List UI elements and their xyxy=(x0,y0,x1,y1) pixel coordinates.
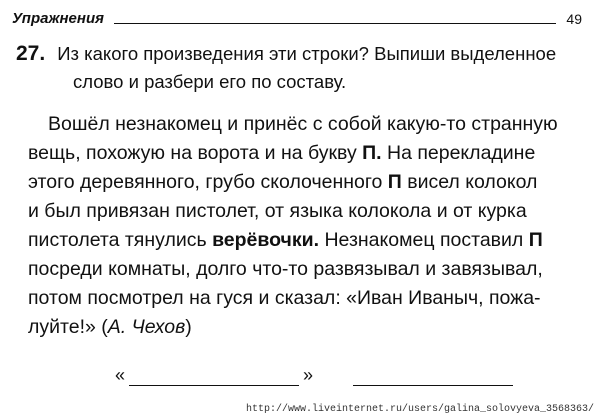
exercise-number: 27. xyxy=(16,42,46,65)
literary-excerpt xyxy=(28,110,586,342)
open-quote: « xyxy=(115,365,126,385)
excerpt-line-1 xyxy=(28,110,586,139)
page-header xyxy=(12,6,582,28)
excerpt-text: Вошёл незнакомец и принёс с собой какую-то странную xyxy=(48,113,558,135)
excerpt-text: ) xyxy=(185,316,192,338)
excerpt-text: пистолета тянулись xyxy=(28,229,213,251)
excerpt-text: Незнакомец поставил xyxy=(319,229,529,251)
excerpt-line-7 xyxy=(28,284,586,313)
excerpt-text: На перекладине xyxy=(381,142,536,164)
excerpt-line-2 xyxy=(28,139,586,168)
excerpt-line-8 xyxy=(28,313,586,342)
exercise-prompt xyxy=(16,40,576,96)
excerpt-text: этого деревянного, грубо сколоченного xyxy=(28,171,388,193)
highlighted-letter: П xyxy=(387,171,402,193)
excerpt-line-4 xyxy=(28,197,586,226)
excerpt-text: и был привязан пистолет, от языка колокола и от курка xyxy=(28,200,527,222)
exercise-question-line-2: слово и разбери его по составу. xyxy=(73,71,347,92)
exercise-question-line-1: Из какого произведения эти строки? Выпиши выделенное xyxy=(57,43,557,64)
section-title: Упражнения xyxy=(12,10,104,27)
excerpt-line-3 xyxy=(28,168,586,197)
highlighted-letter: П. xyxy=(362,142,382,164)
excerpt-text: луйте!» ( xyxy=(28,316,108,338)
answer-area xyxy=(115,362,513,386)
work-title-blank[interactable] xyxy=(129,369,299,386)
page-number: 49 xyxy=(566,11,582,27)
author-name: А. Чехов xyxy=(107,316,186,338)
excerpt-text: висел колокол xyxy=(401,171,538,193)
header-rule xyxy=(114,23,556,24)
excerpt-text: вещь, похожую на ворота и на букву xyxy=(28,142,363,164)
excerpt-text: потом посмотрел на гуся и сказал: «Иван Иваныч, пожа- xyxy=(28,287,541,309)
source-watermark: http://www.liveinternet.ru/users/galina_solovyeva_3568363/ xyxy=(245,404,594,415)
excerpt-line-6 xyxy=(28,255,586,284)
excerpt-line-5 xyxy=(28,226,586,255)
highlighted-letter: П xyxy=(528,229,543,251)
close-quote: » xyxy=(303,365,314,385)
excerpt-text: посреди комнаты, долго что-то развязывал и завязывал, xyxy=(28,258,543,280)
word-blank[interactable] xyxy=(353,369,513,386)
highlighted-word: верёвочки. xyxy=(212,229,320,251)
